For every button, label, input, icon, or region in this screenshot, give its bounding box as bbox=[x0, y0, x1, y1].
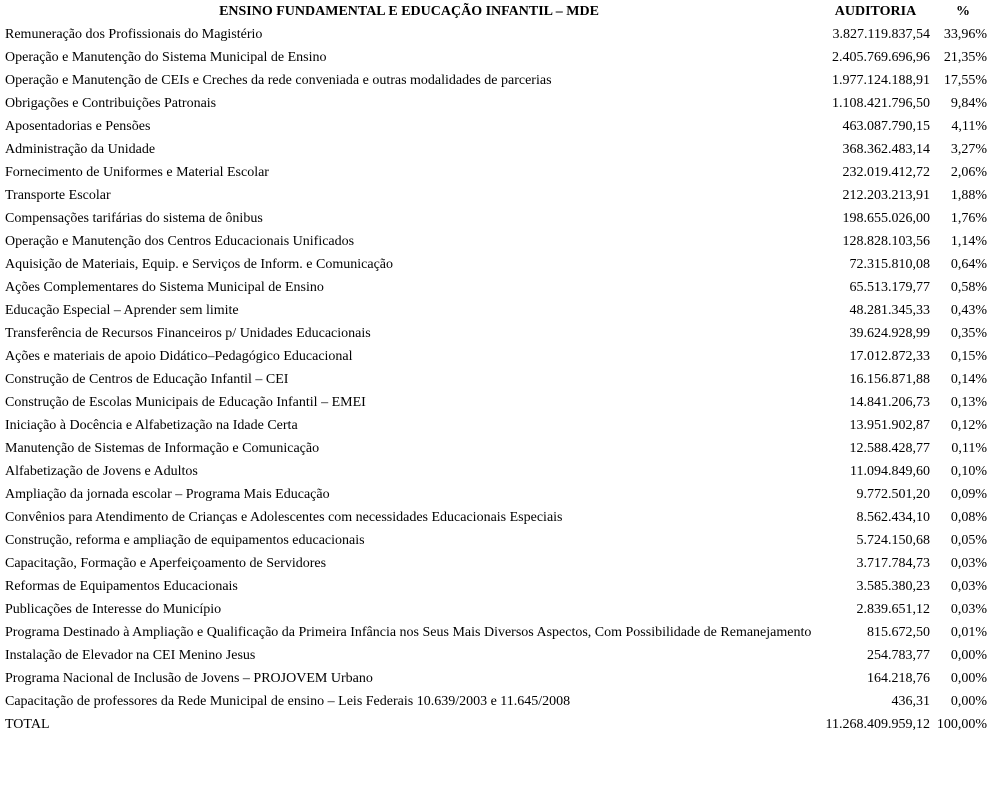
row-value: 1.108.421.796,50 bbox=[832, 96, 930, 111]
row-label: Fornecimento de Uniformes e Material Escolar bbox=[5, 165, 269, 180]
row-label: Construção, reforma e ampliação de equipamentos educacionais bbox=[5, 533, 365, 548]
row-label: Aquisição de Materiais, Equip. e Serviços de Inform. e Comunicação bbox=[5, 257, 393, 272]
row-value: 12.588.428,77 bbox=[849, 441, 930, 456]
total-label: TOTAL bbox=[5, 717, 50, 732]
row-value: 48.281.345,33 bbox=[849, 303, 930, 318]
row-percent: 0,10% bbox=[950, 464, 987, 479]
table-row bbox=[1, 299, 992, 322]
row-value: 436,31 bbox=[891, 694, 930, 709]
row-percent: 0,13% bbox=[950, 395, 987, 410]
table-header bbox=[1, 0, 992, 23]
row-percent: 17,55% bbox=[943, 73, 987, 88]
row-value: 463.087.790,15 bbox=[842, 119, 930, 134]
row-label: Iniciação à Docência e Alfabetização na Idade Certa bbox=[5, 418, 298, 433]
table-row bbox=[1, 437, 992, 460]
row-value: 65.513.179,77 bbox=[849, 280, 930, 295]
row-label: Compensações tarifárias do sistema de ônibus bbox=[5, 211, 263, 226]
table-row bbox=[1, 690, 992, 713]
table-row bbox=[1, 529, 992, 552]
row-percent: 1,14% bbox=[950, 234, 987, 249]
row-label: Publicações de Interesse do Município bbox=[5, 602, 222, 617]
table-title: ENSINO FUNDAMENTAL E EDUCAÇÃO INFANTIL – MDE bbox=[219, 4, 599, 19]
table-row bbox=[1, 253, 992, 276]
total-value: 11.268.409.959,12 bbox=[825, 717, 930, 732]
row-label: Programa Destinado à Ampliação e Qualificação da Primeira Infância nos Seus Mais Diversos Aspectos, Com Possibilidade de Remanejamento bbox=[5, 625, 812, 640]
row-value: 3.585.380,23 bbox=[856, 579, 930, 594]
row-value: 164.218,76 bbox=[867, 671, 930, 686]
row-percent: 9,84% bbox=[950, 96, 987, 111]
row-label: Construção de Escolas Municipais de Educação Infantil – EMEI bbox=[5, 395, 366, 410]
table-row bbox=[1, 345, 992, 368]
row-label: Transferência de Recursos Financeiros p/ Unidades Educacionais bbox=[5, 326, 371, 341]
row-label: Transporte Escolar bbox=[5, 188, 111, 203]
row-label: Manutenção de Sistemas de Informação e Comunicação bbox=[5, 441, 320, 456]
row-percent: 0,01% bbox=[950, 625, 987, 640]
row-label: Construção de Centros de Educação Infantil – CEI bbox=[5, 372, 289, 387]
row-value: 232.019.412,72 bbox=[842, 165, 930, 180]
row-value: 3.827.119.837,54 bbox=[832, 27, 930, 42]
expenditure-table bbox=[1, 0, 992, 736]
row-label: Capacitação, Formação e Aperfeiçoamento de Servidores bbox=[5, 556, 327, 571]
row-percent: 2,06% bbox=[950, 165, 987, 180]
row-label: Capacitação de professores da Rede Municipal de ensino – Leis Federais 10.639/2003 e 11.645/2008 bbox=[5, 694, 571, 709]
row-percent: 33,96% bbox=[943, 27, 987, 42]
row-percent: 0,14% bbox=[950, 372, 987, 387]
table-row bbox=[1, 460, 992, 483]
table-row bbox=[1, 115, 992, 138]
row-label: Operação e Manutenção de CEIs e Creches da rede conveniada e outras modalidades de parcerias bbox=[5, 73, 552, 88]
table-row bbox=[1, 575, 992, 598]
row-percent: 0,03% bbox=[950, 579, 987, 594]
row-label: Operação e Manutenção do Sistema Municipal de Ensino bbox=[5, 50, 327, 65]
row-value: 13.951.902,87 bbox=[849, 418, 930, 433]
row-value: 1.977.124.188,91 bbox=[832, 73, 930, 88]
row-percent: 4,11% bbox=[951, 119, 987, 134]
row-label: Administração da Unidade bbox=[5, 142, 156, 157]
table-row bbox=[1, 391, 992, 414]
row-value: 254.783,77 bbox=[867, 648, 930, 663]
row-label: Ampliação da jornada escolar – Programa Mais Educação bbox=[5, 487, 330, 502]
row-percent: 0,58% bbox=[950, 280, 987, 295]
row-value: 8.562.434,10 bbox=[856, 510, 930, 525]
table-row bbox=[1, 46, 992, 69]
row-percent: 0,12% bbox=[950, 418, 987, 433]
table-row bbox=[1, 368, 992, 391]
table-row bbox=[1, 92, 992, 115]
row-value: 128.828.103,56 bbox=[842, 234, 930, 249]
table-row bbox=[1, 161, 992, 184]
row-value: 198.655.026,00 bbox=[842, 211, 930, 226]
table-row bbox=[1, 552, 992, 575]
row-percent: 21,35% bbox=[943, 50, 987, 65]
table-row bbox=[1, 598, 992, 621]
row-percent: 0,03% bbox=[950, 602, 987, 617]
header-row bbox=[1, 0, 992, 23]
table-row bbox=[1, 667, 992, 690]
row-percent: 3,27% bbox=[950, 142, 987, 157]
row-value: 17.012.872,33 bbox=[849, 349, 930, 364]
row-percent: 0,08% bbox=[950, 510, 987, 525]
row-percent: 0,09% bbox=[950, 487, 987, 502]
row-value: 2.839.651,12 bbox=[856, 602, 930, 617]
row-value: 11.094.849,60 bbox=[850, 464, 930, 479]
row-value: 16.156.871,88 bbox=[849, 372, 930, 387]
table-row bbox=[1, 138, 992, 161]
table-body bbox=[1, 23, 992, 736]
total-percent: 100,00% bbox=[936, 717, 987, 732]
row-value: 212.203.213,91 bbox=[842, 188, 930, 203]
row-label: Obrigações e Contribuições Patronais bbox=[5, 96, 217, 111]
table-row bbox=[1, 207, 992, 230]
row-value: 2.405.769.696,96 bbox=[832, 50, 930, 65]
row-label: Remuneração dos Profissionais do Magistério bbox=[5, 27, 263, 42]
table-row bbox=[1, 69, 992, 92]
table-row bbox=[1, 322, 992, 345]
row-label: Convênios para Atendimento de Crianças e Adolescentes com necessidades Educacionais Especiais bbox=[5, 510, 563, 525]
table-row bbox=[1, 230, 992, 253]
row-percent: 0,35% bbox=[950, 326, 987, 341]
row-percent: 0,00% bbox=[950, 694, 987, 709]
table-row bbox=[1, 506, 992, 529]
row-percent: 1,76% bbox=[950, 211, 987, 226]
total-row bbox=[1, 713, 992, 736]
row-value: 9.772.501,20 bbox=[856, 487, 930, 502]
row-percent: 0,11% bbox=[951, 441, 987, 456]
row-value: 368.362.483,14 bbox=[842, 142, 930, 157]
row-label: Aposentadorias e Pensões bbox=[5, 119, 151, 134]
row-label: Ações e materiais de apoio Didático–Pedagógico Educacional bbox=[5, 349, 353, 364]
row-label: Instalação de Elevador na CEI Menino Jesus bbox=[5, 648, 256, 663]
row-value: 815.672,50 bbox=[867, 625, 930, 640]
table-row bbox=[1, 644, 992, 667]
table-row bbox=[1, 184, 992, 207]
row-label: Alfabetização de Jovens e Adultos bbox=[5, 464, 198, 479]
row-label: Ações Complementares do Sistema Municipal de Ensino bbox=[5, 280, 324, 295]
row-value: 72.315.810,08 bbox=[849, 257, 930, 272]
row-value: 5.724.150,68 bbox=[856, 533, 930, 548]
row-label: Programa Nacional de Inclusão de Jovens – PROJOVEM Urbano bbox=[5, 671, 373, 686]
row-percent: 1,88% bbox=[950, 188, 987, 203]
table-row bbox=[1, 276, 992, 299]
row-percent: 0,00% bbox=[950, 671, 987, 686]
row-percent: 0,00% bbox=[950, 648, 987, 663]
row-label: Educação Especial – Aprender sem limite bbox=[5, 303, 239, 318]
row-percent: 0,15% bbox=[950, 349, 987, 364]
table-row bbox=[1, 621, 992, 644]
column-header-percent: % bbox=[956, 4, 970, 19]
row-percent: 0,03% bbox=[950, 556, 987, 571]
row-percent: 0,05% bbox=[950, 533, 987, 548]
row-label: Reformas de Equipamentos Educacionais bbox=[5, 579, 238, 594]
table-row bbox=[1, 23, 992, 46]
row-value: 14.841.206,73 bbox=[849, 395, 930, 410]
row-value: 3.717.784,73 bbox=[856, 556, 930, 571]
row-label: Operação e Manutenção dos Centros Educacionais Unificados bbox=[5, 234, 355, 249]
table-row bbox=[1, 483, 992, 506]
row-value: 39.624.928,99 bbox=[849, 326, 930, 341]
row-percent: 0,43% bbox=[950, 303, 987, 318]
row-percent: 0,64% bbox=[950, 257, 987, 272]
column-header-auditoria: AUDITORIA bbox=[834, 4, 917, 19]
table-row bbox=[1, 414, 992, 437]
